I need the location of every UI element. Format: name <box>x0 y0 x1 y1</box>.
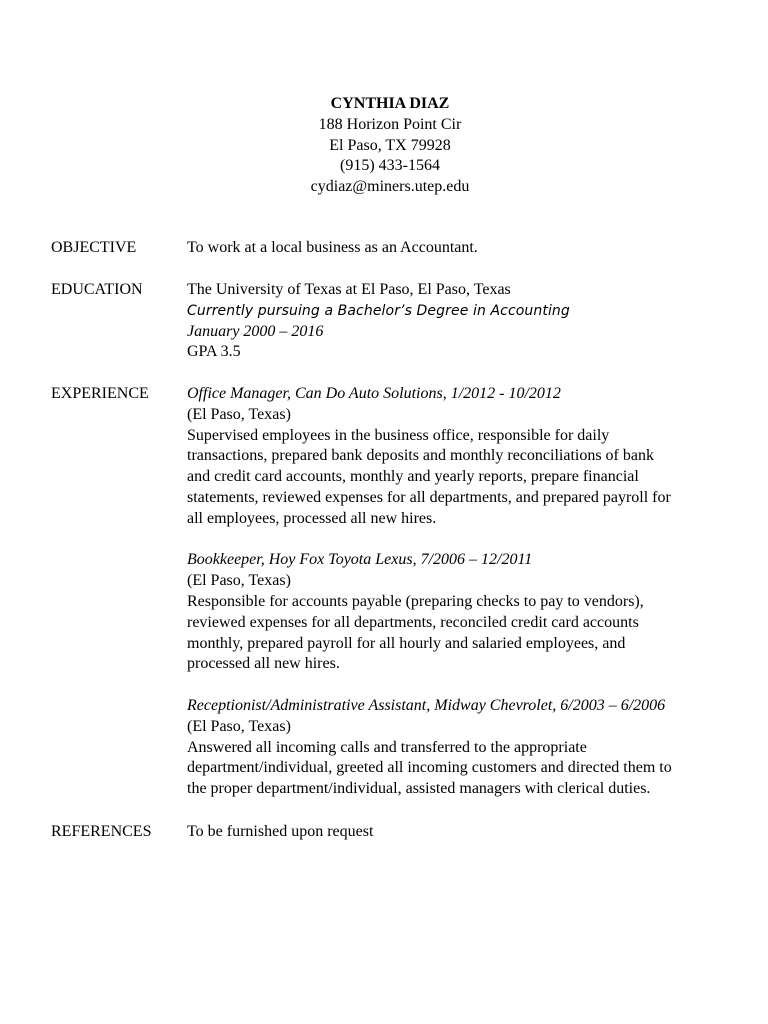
job-description-line: statements, reviewed expenses for all departments, and prepared payroll for <box>187 488 671 506</box>
job-title: Receptionist/Administrative Assistant, Midway Chevrolet, 6/2003 – 6/2006 <box>187 696 666 714</box>
job-location: (El Paso, Texas) <box>187 405 291 423</box>
job-description-line: Answered all incoming calls and transferred to the appropriate <box>187 738 587 756</box>
experience-content <box>187 384 732 800</box>
job-description-line: processed all new hires. <box>187 655 340 673</box>
job-description-line: Responsible for accounts payable (preparing checks to pay to vendors), <box>187 592 644 610</box>
job-location: (El Paso, Texas) <box>187 572 291 590</box>
experience-label: EXPERIENCE <box>51 385 149 402</box>
education-content <box>187 280 732 363</box>
email-address: cydiaz@miners.utep.edu <box>310 178 470 196</box>
job-description-line: all employees, processed all new hires. <box>187 509 437 527</box>
references-label: REFERENCES <box>51 823 152 840</box>
education-school: The University of Texas at El Paso, El Paso, Texas <box>187 281 511 298</box>
objective-text: To work at a local business as an Accountant. <box>187 239 478 256</box>
phone-number: (915) 433-1564 <box>340 157 440 175</box>
education-dates: January 2000 – 2016 <box>187 322 324 340</box>
job-location: (El Paso, Texas) <box>187 717 291 735</box>
job-description-line: department/individual, greeted all incoming customers and directed them to <box>187 759 672 777</box>
job-description-line: and credit card accounts, monthly and yearly reports, prepare financial <box>187 468 639 486</box>
education-program: Currently pursuing a Bachelor’s Degree in Accounting <box>187 302 570 319</box>
job-description-line: monthly, prepared payroll for all hourly and salaried employees, and <box>187 634 626 652</box>
address-line-1: 188 Horizon Point Cir <box>318 115 462 133</box>
references-content <box>187 822 732 843</box>
education-label: EDUCATION <box>51 281 143 298</box>
job-description-line: transactions, prepared bank deposits and monthly reconciliations of bank <box>187 447 654 465</box>
job-entry <box>187 550 732 675</box>
objective-content <box>187 238 732 259</box>
job-description-line: Supervised employees in the business office, responsible for daily <box>187 426 610 444</box>
job-description-line: the proper department/individual, assisted managers with clerical duties. <box>187 780 651 798</box>
education-gpa: GPA 3.5 <box>187 343 241 361</box>
address-line-2: El Paso, TX 79928 <box>329 136 451 154</box>
job-title: Bookkeeper, Hoy Fox Toyota Lexus, 7/2006 – 12/2011 <box>187 551 533 569</box>
job-entry <box>187 384 732 530</box>
resume-header <box>0 94 768 198</box>
job-entry <box>187 696 732 800</box>
candidate-name: CYNTHIA DIAZ <box>330 95 450 112</box>
references-text: To be furnished upon request <box>187 823 374 840</box>
job-description-line: reviewed expenses for all departments, reconciled credit card accounts <box>187 613 639 631</box>
objective-label: OBJECTIVE <box>51 239 137 256</box>
job-title: Office Manager, Can Do Auto Solutions, 1/2012 - 10/2012 <box>187 385 561 402</box>
